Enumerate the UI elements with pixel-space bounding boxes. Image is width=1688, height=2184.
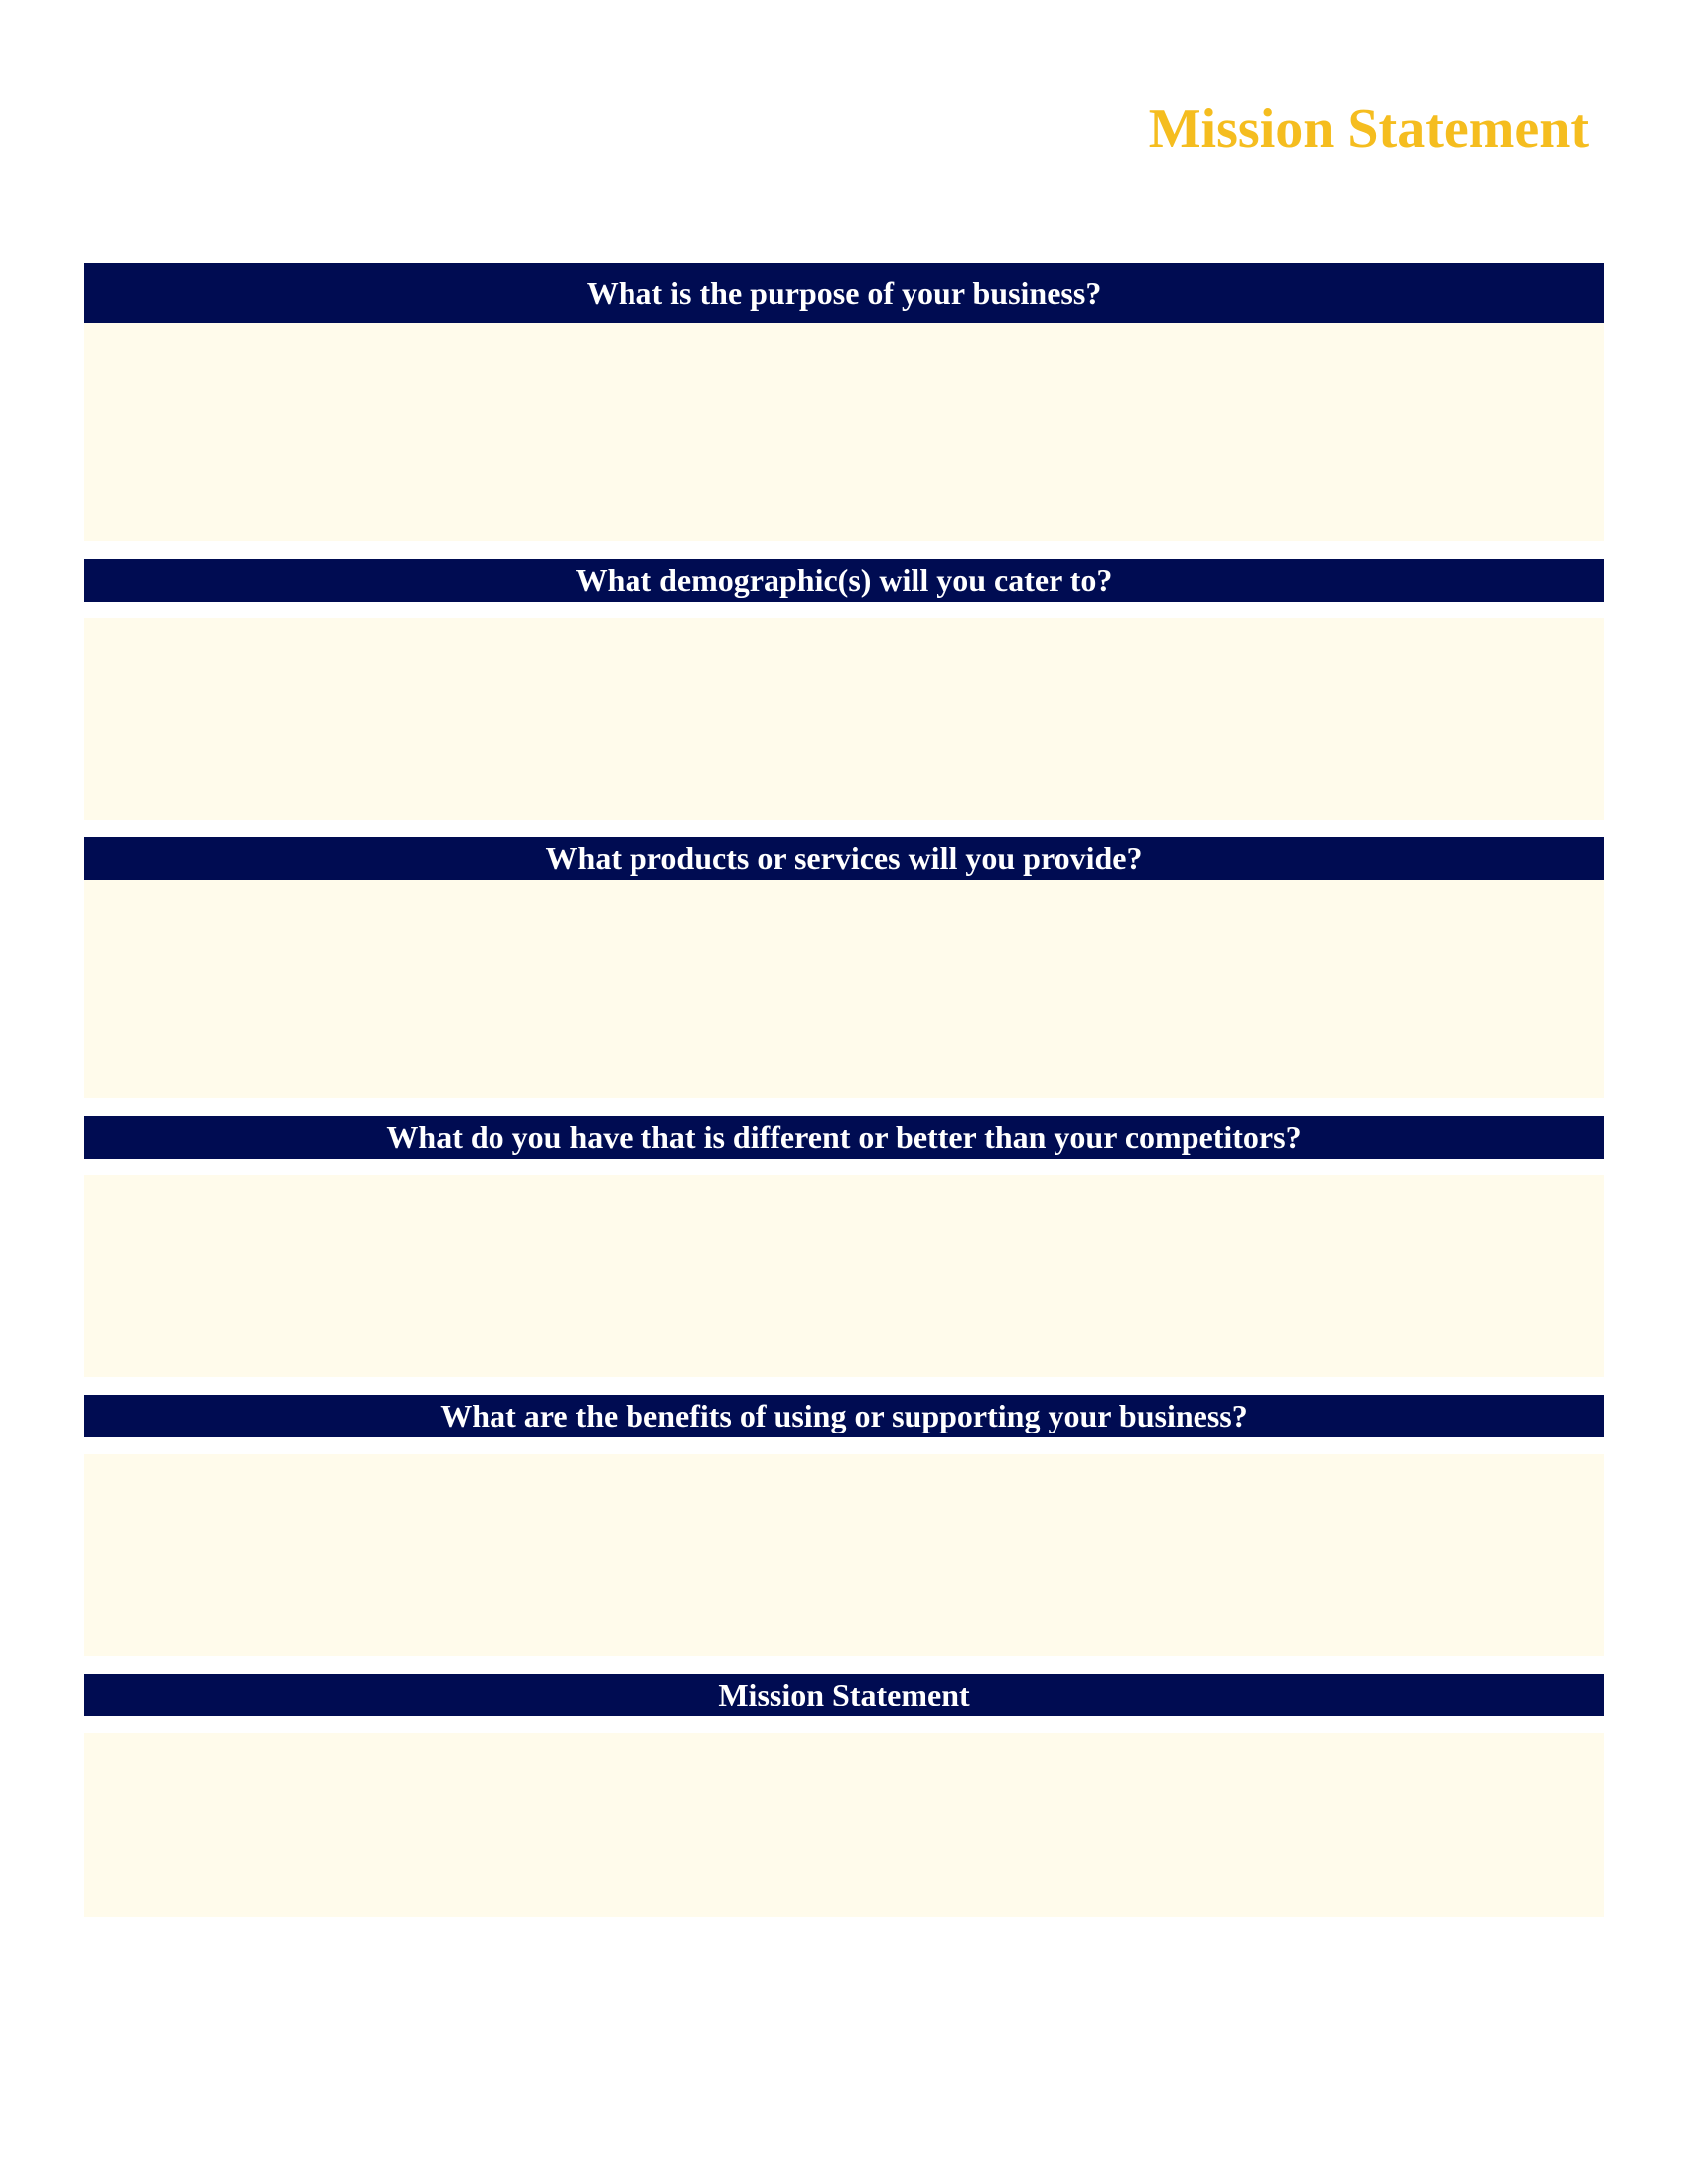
answer-box-purpose[interactable] [84,323,1604,541]
answer-box-products[interactable] [84,880,1604,1098]
section-header-products: What products or services will you provide? [84,837,1604,880]
answer-box-differentiators[interactable] [84,1175,1604,1377]
section-header-differentiators: What do you have that is different or better than your competitors? [84,1116,1604,1159]
page-title: Mission Statement [1148,98,1589,160]
answer-box-benefits[interactable] [84,1454,1604,1656]
section-header-benefits: What are the benefits of using or supporting your business? [84,1395,1604,1437]
answer-box-demographics[interactable] [84,618,1604,820]
section-header-mission-statement: Mission Statement [84,1674,1604,1716]
section-header-purpose: What is the purpose of your business? [84,263,1604,323]
answer-box-mission-statement[interactable] [84,1733,1604,1917]
section-header-demographics: What demographic(s) will you cater to? [84,559,1604,602]
